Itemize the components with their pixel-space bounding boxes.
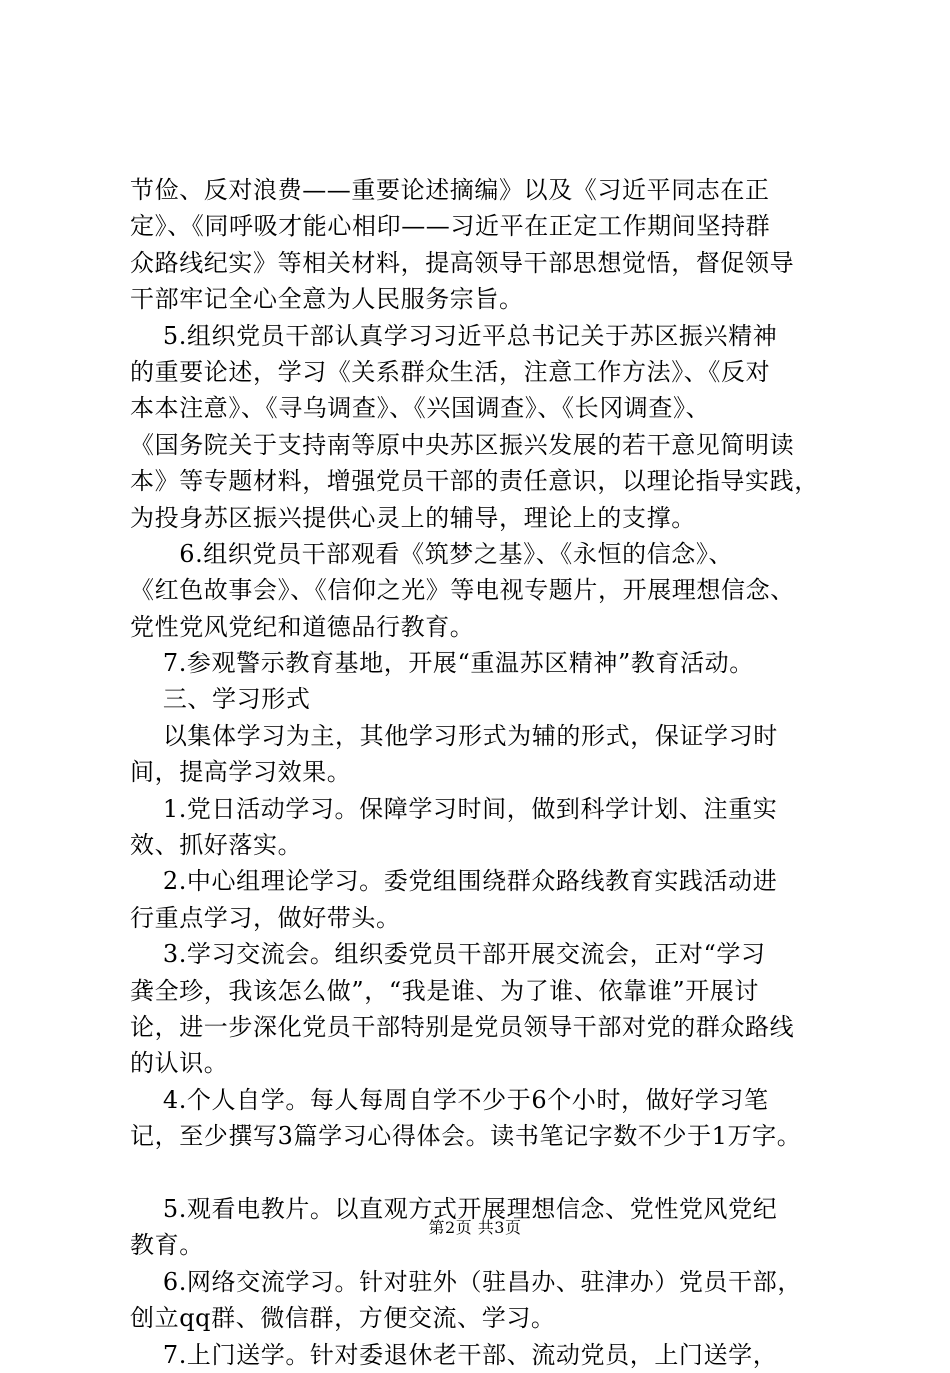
text-line: 《国务院关于支持南等原中央苏区振兴发展的若干意见简明读 [130,430,795,459]
text-line: 本》等专题材料，增强党员干部的责任意识，以理论指导实践， [130,467,819,496]
text-line: 7.上门送学。针对委退休老干部、流动党员，上门送学， [130,1340,778,1369]
text-line: 干部牢记全心全意为人民服务宗旨。 [130,285,524,314]
section-heading: 三、学习形式 [130,685,311,714]
text-line: 论，进一步深化党员干部特别是党员领导干部对党的群众路线 [130,1012,795,1041]
text-line: 定》、《同呼吸才能心相印——习近平在正定工作期间坚持群 [130,212,771,241]
text-line: 众路线纪实》等相关材料，提高领导干部思想觉悟，督促领导 [130,248,795,277]
text-line: 1.党日活动学习。保障学习时间，做到科学计划、注重实 [130,794,778,823]
text-line: 效、抓好落实。 [130,831,303,860]
page-number-label: 第2页 共3页 [428,1218,522,1237]
text-line: 创立qq群、微信群，方便交流、学习。 [130,1304,556,1333]
text-line: 6.组织党员干部观看《筑梦之基》、《永恒的信念》、 [130,539,734,568]
text-line: 龚全珍，我该怎么做”，“我是谁、为了谁、依靠谁”开展讨 [130,976,760,1005]
text-line: 教育。 [130,1231,204,1260]
text-line: 的认识。 [130,1049,229,1078]
text-line: 本本注意》、《寻乌调查》、《兴国调查》、《长冈调查》、 [130,394,711,423]
text-line: 间，提高学习效果。 [130,758,352,787]
text-line: 节俭、反对浪费——重要论述摘编》以及《习近平同志在正 [130,176,770,204]
text-line: 6.网络交流学习。针对驻外（驻昌办、驻津办）党员干部， [130,1267,802,1296]
text-line: 行重点学习，做好带头。 [130,903,401,932]
text-line: 4.个人自学。每人每周自学不少于6个小时，做好学习笔 [130,1085,769,1114]
text-line: 《红色故事会》、《信仰之光》等电视专题片，开展理想信念、 [130,576,795,605]
blank-line [130,1155,835,1191]
text-line: 3.学习交流会。组织委党员干部开展交流会，正对“学习 [130,940,766,969]
text-line: 5.组织党员干部认真学习习近平总书记关于苏区振兴精神 [130,321,778,350]
text-line: 记，至少撰写3篇学习心得体会。读书笔记字数不少于1万字。 [130,1122,802,1151]
document-body [130,172,835,1373]
text-line: 为投身苏区振兴提供心灵上的辅导，理论上的支撑。 [130,503,696,532]
text-line: 5.观看电教片。以直观方式开展理想信念、党性党风党纪 [130,1194,778,1223]
text-line: 2.中心组理论学习。委党组围绕群众路线教育实践活动进 [130,867,778,896]
text-line: 7.参观警示教育基地，开展“重温苏区精神”教育活动。 [130,649,754,678]
page-footer [0,1218,950,1238]
text-line: 的重要论述，学习《关系群众生活，注意工作方法》、《反对 [130,357,771,386]
text-line: 党性党风党纪和道德品行教育。 [130,612,475,641]
text-line: 以集体学习为主，其他学习形式为辅的形式，保证学习时 [130,721,778,750]
